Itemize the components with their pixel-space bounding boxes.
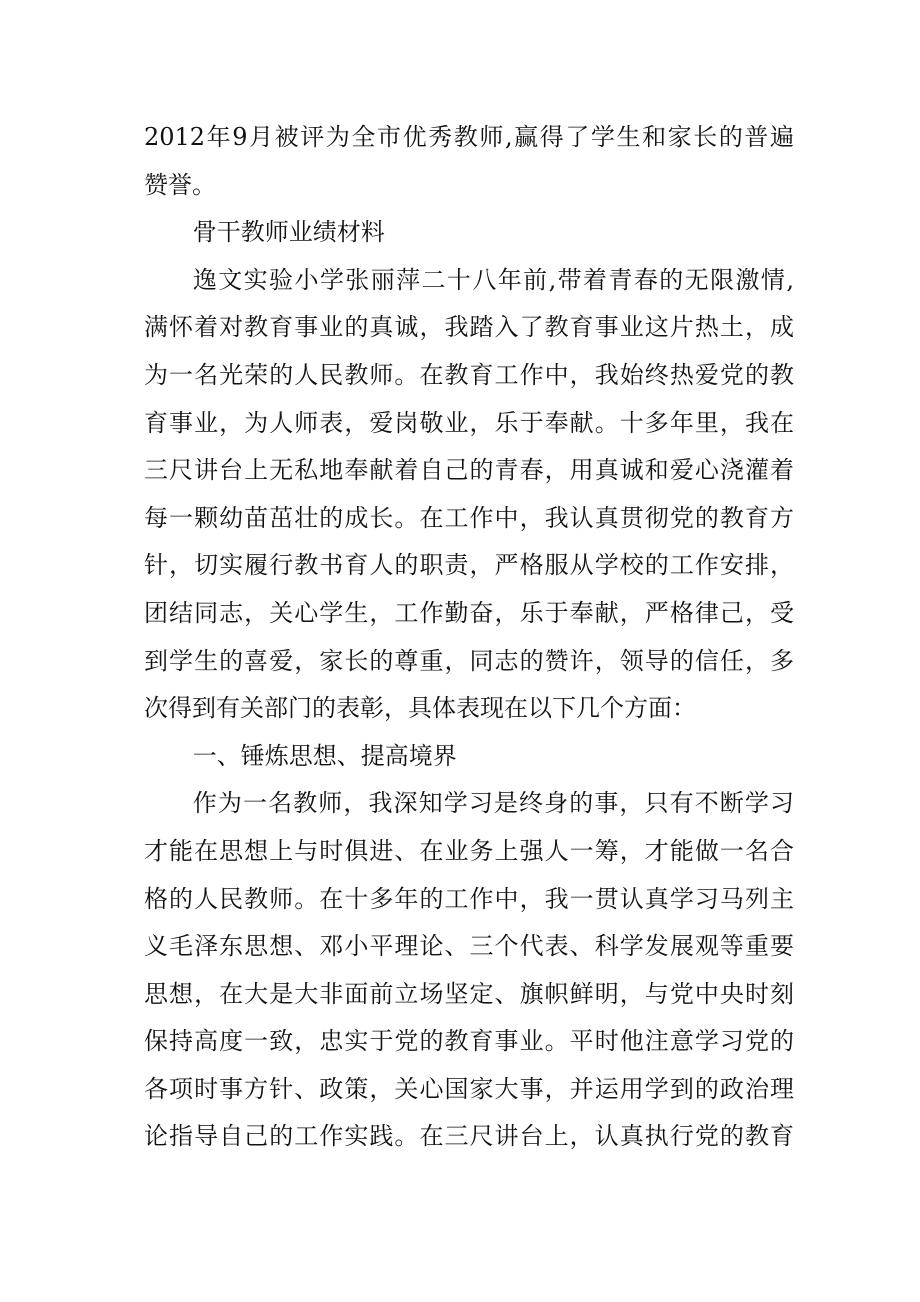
- text-line: 义毛泽东思想、邓小平理论、三个代表、科学发展观等重要: [144, 932, 794, 961]
- text-line: 作为一名教师，我深知学习是终身的事，只有不断学习: [192, 789, 794, 818]
- text-line: 针，切实履行教书育人的职责，严格服从学校的工作安排，: [144, 551, 794, 580]
- text-line: 论指导自己的工作实践。在三尺讲台上，认真执行党的教育: [144, 1122, 794, 1151]
- text-line: 育事业，为人师表，爱岗敬业，乐于奉献。十多年里，我在: [144, 408, 794, 437]
- text-line: 一、锤炼思想、提高境界: [192, 741, 457, 770]
- text-line: 团结同志，关心学生，工作勤奋，乐于奉献，严格律己，受: [144, 598, 794, 627]
- text-line: 各项时事方针、政策，关心国家大事，并运用学到的政治理: [144, 1074, 794, 1103]
- text-line: 才能在思想上与时俱进、在业务上强人一筹，才能做一名合: [144, 836, 794, 865]
- text-line: 满怀着对教育事业的真诚，我踏入了教育事业这片热土，成: [144, 313, 794, 342]
- text-line: 三尺讲台上无私地奉献着自己的青春，用真诚和爱心浇灌着: [144, 456, 794, 485]
- text-line: 到学生的喜爱，家长的尊重，同志的赞许，领导的信任，多: [144, 646, 794, 675]
- text-line: 思想，在大是大非面前立场坚定、旗帜鲜明，与党中央时刻: [144, 979, 794, 1008]
- text-line: 逸文实验小学张丽萍二十八年前,带着青春的无限激情,: [192, 265, 794, 294]
- text-line: 次得到有关部门的表彰，具体表现在以下几个方面：: [144, 694, 696, 723]
- text-line: 骨干教师业绩材料: [192, 218, 385, 247]
- text-line: 2012年9月被评为全市优秀教师,赢得了学生和家长的普遍: [144, 123, 794, 151]
- text-line: 为一名光荣的人民教师。在教育工作中，我始终热爱党的教: [144, 360, 794, 389]
- text-line: 每一颗幼苗茁壮的成长。在工作中，我认真贯彻党的教育方: [144, 503, 794, 532]
- text-line: 格的人民教师。在十多年的工作中，我一贯认真学习马列主: [144, 884, 794, 913]
- document-body: [144, 114, 794, 1161]
- text-line: 保持高度一致，忠实于党的教育事业。平时他注意学习党的: [144, 1027, 794, 1056]
- text-line: 赞誉。: [144, 170, 216, 199]
